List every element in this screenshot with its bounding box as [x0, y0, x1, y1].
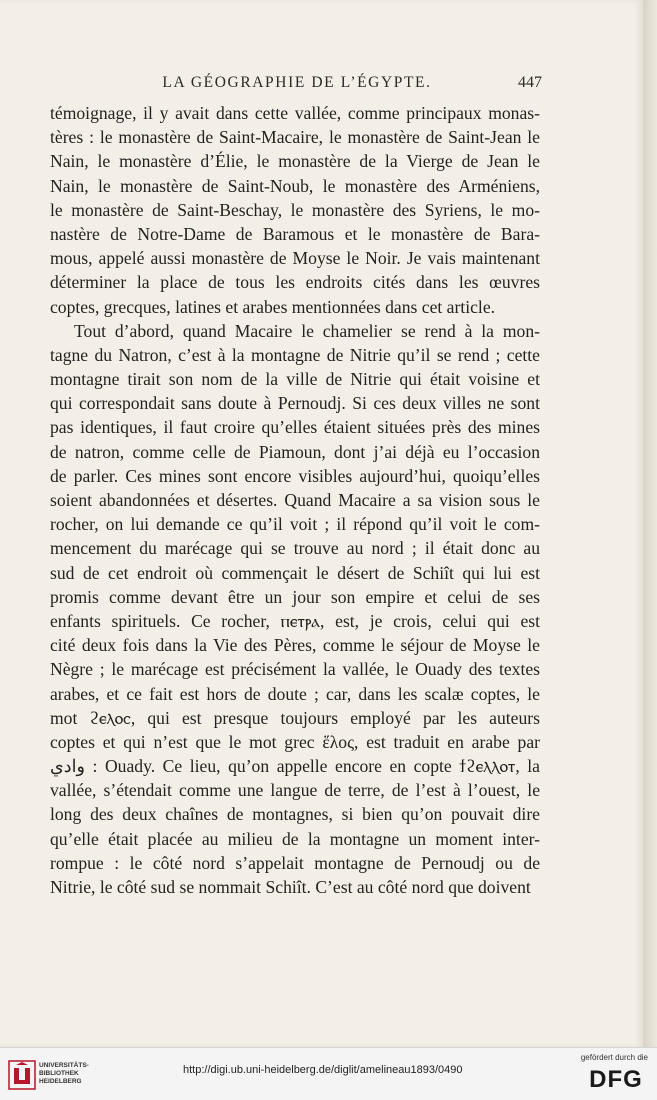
text-line: rompue : le côté nord s’appelait montagne de Pernoudj ou de: [50, 852, 540, 873]
institution-line: BIBLIOTHEK: [39, 1070, 79, 1077]
text-line: témoignage, il y avait dans cette vallée, comme principaux monas-: [50, 103, 540, 123]
dfg-logo-icon: [584, 1065, 648, 1091]
text-line: qu’elle était placée au milieu de la montagne un moment inter-: [50, 828, 540, 849]
text-line: qui correspondait sans doute à Pernoudj. Si ces deux villes ne sont: [50, 393, 540, 414]
text-line: vallée, s’étendait comme une langue de terre, de l’est à l’ouest, le: [50, 780, 540, 801]
digitization-footer: [0, 1047, 657, 1100]
dfg-logo-text: DFG: [589, 1066, 643, 1091]
sponsor-label: gefördert durch die: [580, 1053, 648, 1062]
text-line: nastère de Notre-Dame de Baramous et le monastère de Bara-: [50, 223, 540, 244]
text-line: déterminer la place de tous les endroits cités dans les œuvres: [50, 272, 540, 293]
text-line: Tout d’abord, quand Macaire le chamelier se rend à la mon-: [74, 320, 540, 341]
text-line: promis comme devant être un jour son empire et celui de ses: [50, 586, 540, 607]
text-line: coptes et qui n’est que le mot grec ἕλος, est traduit en arabe par: [50, 731, 540, 752]
text-line: de parler. Ces mines sont encore visibles aujourd’hui, quoiqu’elles: [50, 465, 540, 486]
university-library-logo-icon: [8, 1060, 36, 1090]
running-head: [52, 74, 542, 96]
page-number: 447: [518, 74, 542, 91]
text-line: le monastère de Saint-Beschay, le monastère des Syriens, le mo-: [50, 199, 540, 220]
text-line: pas identiques, il faut croire qu’elles étaient situées près des mines: [50, 417, 540, 438]
text-line: tères : le monastère de Saint-Macaire, le monastère de Saint-Jean le: [50, 127, 540, 148]
text-line: وادي : Ouady. Ce lieu, qu’on appelle encore en copte ϯϩⲉⲗⲗⲟⲧ, la: [50, 756, 540, 777]
text-line: tagne du Natron, c’est à la montagne de Nitrie qu’il se rend ; cette: [50, 344, 540, 365]
text-line: mot ϩⲉⲗⲟⲥ, qui est presque toujours employé par les auteurs: [50, 707, 540, 728]
institution-line: UNIVERSITÄTS-: [39, 1062, 89, 1069]
text-line: enfants spirituels. Ce rocher, ⲡⲉⲧⲣⲁ, est, je crois, celui qui est: [50, 610, 540, 631]
text-line: sud de cet endroit où commençait le désert de Schiît qui lui est: [50, 562, 540, 583]
text-line: montagne tirait son nom de la ville de Nitrie qui était voisine et: [50, 369, 540, 390]
text-line: Nain, le monastère d’Élie, le monastère de la Vierge de Jean le: [50, 151, 540, 172]
text-line: Nain, le monastère de Saint-Noub, le monastère des Arméniens,: [50, 175, 540, 196]
text-line: coptes, grecques, latines et arabes mentionnées dans cet article.: [50, 296, 496, 317]
text-line: cité deux fois dans la Vie des Pères, comme le séjour de Moyse le: [50, 635, 540, 656]
text-line: de natron, comme celle de Piamoun, dont j’ai déjà eu l’occasion: [50, 441, 540, 462]
text-line: arabes, et ce fait est hors de doute ; car, dans les scalæ coptes, le: [50, 683, 540, 704]
source-url-link[interactable]: http://digi.ub.uni-heidelberg.de/diglit/amelineau1893/0490: [183, 1064, 463, 1076]
institution-name: [39, 1062, 89, 1086]
text-line: mous, appelé aussi monastère de Moyse le Noir. Je vais maintenant: [50, 248, 540, 269]
text-line: rocher, on lui demande ce qu’il voit ; il répond qu’il voit le com-: [50, 514, 540, 535]
text-line: long des deux chaînes de montagnes, si bien qu’on pouvait dire: [50, 804, 540, 825]
text-line: soient abandonnées et désertes. Quand Macaire a sa vision sous le: [50, 490, 540, 510]
institution-line: HEIDELBERG: [39, 1078, 82, 1085]
running-title: LA GÉOGRAPHIE DE L’ÉGYPTE.: [162, 74, 432, 91]
text-line: Nitrie, le côté sud se nommait Schiît. C’est au côté nord que doivent: [50, 877, 531, 897]
page-edge: [643, 0, 657, 1047]
body-text: [50, 101, 540, 899]
text-line: Nègre ; le marécage est précisément la vallée, le Ouady des textes: [50, 659, 540, 680]
text-line: mencement du marécage qui se trouve au nord ; il était donc au: [50, 538, 540, 559]
